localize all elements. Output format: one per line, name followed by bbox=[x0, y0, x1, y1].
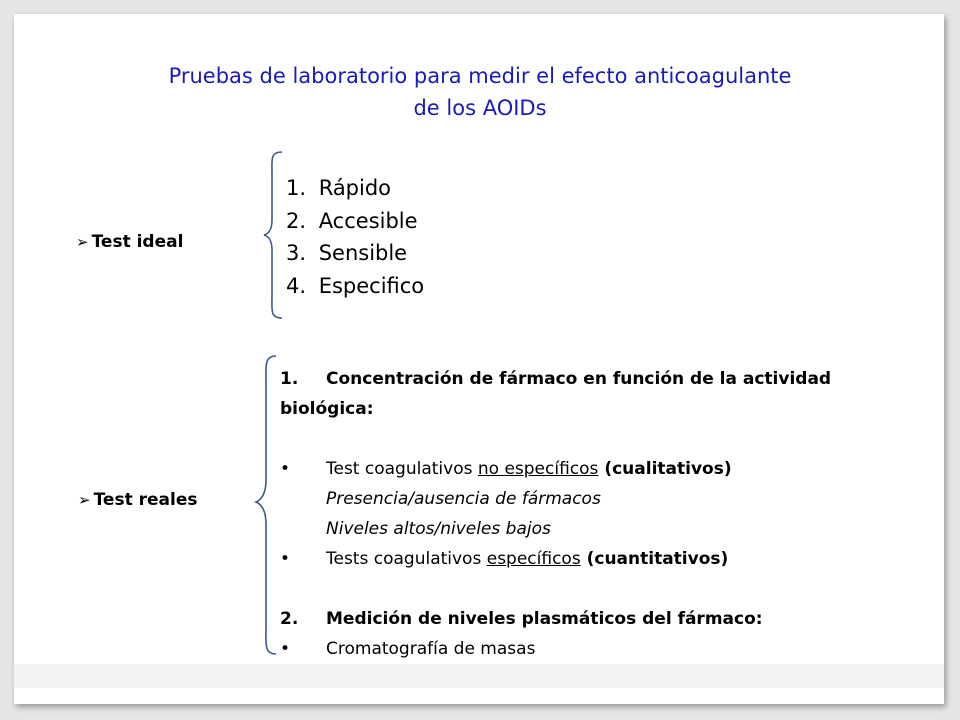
test-reales-content bbox=[280, 364, 950, 664]
list-item: 2. Accesible bbox=[286, 208, 418, 233]
left-curly-brace-icon bbox=[262, 150, 286, 320]
section-1-heading-cont: biológica: bbox=[280, 399, 374, 419]
title-line-2: de los AOIDs bbox=[413, 96, 547, 120]
test-ideal-label bbox=[76, 232, 183, 252]
section-1-heading: 1. Concentración de fármaco en función de la actividad bbox=[280, 369, 832, 389]
sub-item: Presencia/ausencia de fármacos bbox=[326, 489, 601, 509]
footer-strip bbox=[14, 664, 944, 688]
test-reales-text: Test reales bbox=[93, 490, 198, 510]
section-2-heading: 2. Medición de niveles plasmáticos del fármaco: bbox=[280, 609, 763, 629]
bullet-item: • Tests coagulativos específicos (cuantitativos) bbox=[280, 549, 729, 569]
list-item: 1. Rápido bbox=[286, 176, 392, 200]
title-line-1: Pruebas de laboratorio para medir el efecto anticoagulante bbox=[168, 64, 792, 88]
bullet-item: • Test coagulativos no específicos (cualitativos) bbox=[280, 459, 732, 479]
sub-item: Niveles altos/niveles bajos bbox=[326, 519, 551, 539]
list-item: 3. Sensible bbox=[286, 241, 408, 265]
test-ideal-text: Test ideal bbox=[91, 232, 184, 252]
test-ideal-list bbox=[286, 172, 424, 302]
slide-title bbox=[0, 60, 960, 124]
list-item: 4. Especifico bbox=[286, 273, 425, 298]
left-curly-brace-icon bbox=[254, 354, 280, 656]
test-reales-label bbox=[78, 490, 197, 510]
arrow-bullet-icon: ➢ bbox=[78, 491, 91, 509]
arrow-bullet-icon: ➢ bbox=[76, 233, 89, 251]
bullet-item: • Cromatografía de masas bbox=[280, 639, 536, 659]
